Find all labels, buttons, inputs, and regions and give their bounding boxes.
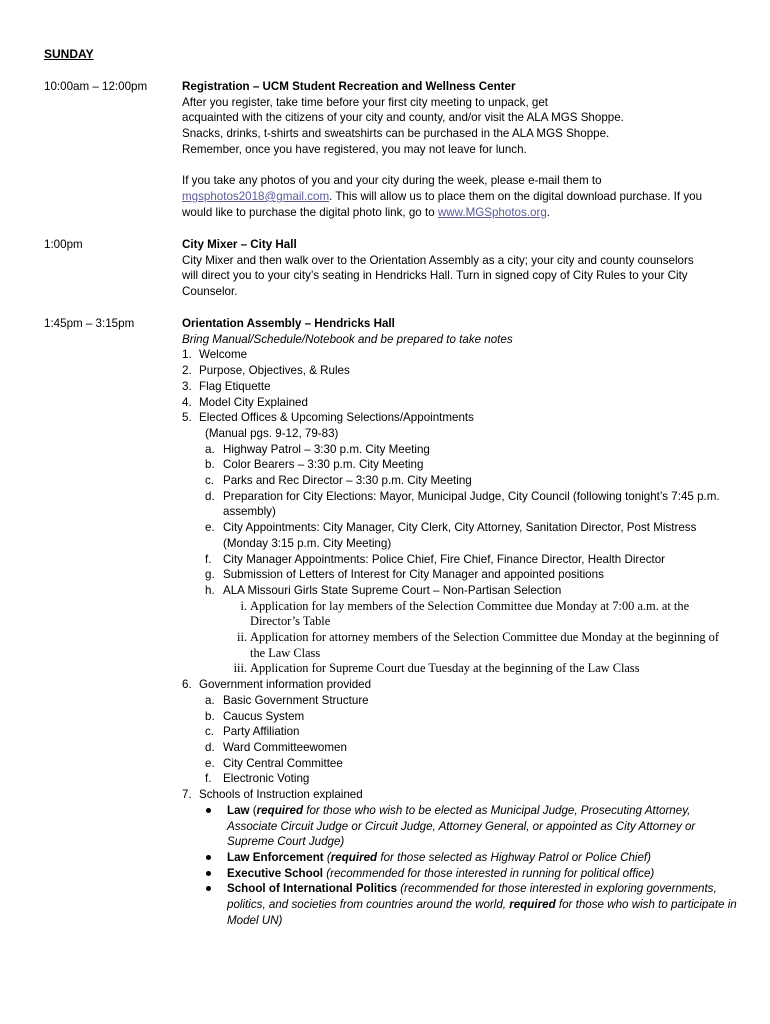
sub-label: b. xyxy=(205,709,215,723)
sub-item xyxy=(182,520,737,551)
photos-line xyxy=(182,189,737,205)
sub-label: a. xyxy=(205,442,215,456)
manual-pages: (Manual pgs. 9-12, 79-83) xyxy=(205,426,339,440)
photos-email-link[interactable]: mgsphotos2018@gmail.com xyxy=(182,189,330,203)
sub-text: Basic Government Structure xyxy=(223,693,369,707)
photos-website-link[interactable]: www.MGSphotos.org xyxy=(437,205,547,219)
sub-text: City Appointments: City Manager, City Clerk, City Attorney, Sanitation Director, Post Mistress (Monday 3:15 p.m. City Meeting) xyxy=(223,521,697,550)
item-text: Government information provided xyxy=(199,678,372,692)
sub-item xyxy=(182,724,737,740)
item-text: Welcome xyxy=(199,348,248,362)
school-international-politics xyxy=(182,881,737,928)
roman-label: iii. xyxy=(233,661,247,676)
orientation-subheading: Bring Manual/Schedule/Notebook and be prepared to take notes xyxy=(182,332,513,346)
sub-item xyxy=(182,583,737,599)
school-text: ( xyxy=(249,803,257,817)
registration-line: Snacks, drinks, t-shirts and sweatshirts can be purchased in the ALA MGS Shoppe. xyxy=(182,127,610,141)
roman-item xyxy=(182,599,737,630)
item-number: 6. xyxy=(182,678,192,692)
item-text: Elected Offices & Upcoming Selections/Appointments xyxy=(199,411,474,425)
school-law xyxy=(182,803,737,850)
agenda-item xyxy=(182,363,737,379)
school-executive xyxy=(182,866,737,882)
sub-text: Color Bearers – 3:30 p.m. City Meeting xyxy=(223,458,424,472)
mixer-time: 1:00pm xyxy=(44,238,83,251)
school-text: for those selected as Highway Patrol or Police Chief) xyxy=(377,850,651,864)
sub-text: City Manager Appointments: Police Chief, Fire Chief, Finance Director, Health Director xyxy=(223,552,666,566)
school-law-enforcement xyxy=(182,850,737,866)
registration-time: 10:00am – 12:00pm xyxy=(44,80,148,93)
photos-line xyxy=(182,205,737,221)
sub-text: Electronic Voting xyxy=(223,772,310,786)
school-text: for those who wish to participate in Model UN) xyxy=(227,898,737,927)
item-number: 2. xyxy=(182,364,192,378)
agenda-item xyxy=(182,395,737,411)
sub-item xyxy=(182,442,737,458)
bullet-icon xyxy=(206,855,211,860)
agenda-item xyxy=(182,410,737,426)
mixer-heading: City Mixer – City Hall xyxy=(182,238,297,251)
photos-text: would like to purchase the digital photo link, go to xyxy=(182,205,438,219)
roman-item xyxy=(182,630,737,661)
sub-text: Party Affiliation xyxy=(223,725,300,739)
item-number: 3. xyxy=(182,379,192,393)
registration-content xyxy=(182,79,737,220)
photos-line: If you take any photos of you and your city during the week, please e-mail them to xyxy=(182,174,602,188)
school-text: (recommended for those interested in exploring governments, politics, and societies from countries around the world, xyxy=(227,882,717,912)
sub-item xyxy=(182,552,737,568)
day-title: SUNDAY xyxy=(44,47,94,61)
sub-item xyxy=(182,771,737,787)
mixer-line: will direct you to your city’s seating in Hendricks Hall. Turn in signed copy of City Rules to your City xyxy=(182,269,688,283)
school-required: required xyxy=(330,850,378,864)
school-name: Law Enforcement xyxy=(227,850,324,864)
roman-text: Application for attorney members of the Selection Committee due Monday at the beginning of the Law Class xyxy=(250,630,720,660)
sub-item xyxy=(182,473,737,489)
school-name: School of International Politics xyxy=(227,882,398,896)
sub-text: Submission of Letters of Interest for City Manager and appointed positions xyxy=(223,568,604,582)
sub-item xyxy=(182,756,737,772)
item-text: Schools of Instruction explained xyxy=(199,788,363,802)
sub-item xyxy=(182,489,737,520)
school-required: required xyxy=(509,898,556,912)
item-text: Model City Explained xyxy=(199,395,308,409)
agenda-item xyxy=(182,347,737,363)
school-name: Law xyxy=(227,803,250,817)
item-number: 7. xyxy=(182,788,192,802)
item-number: 5. xyxy=(182,411,192,425)
item-text: Purpose, Objectives, & Rules xyxy=(199,364,350,378)
roman-label: i. xyxy=(240,598,247,613)
school-text: for those who wish to be elected as Municipal Judge, Prosecuting Attorney, Associate Circuit Judge or Circuit Judge, Attorney General, or appointed as City Attorney or Supreme Court Judge) xyxy=(227,803,696,849)
sub-label: d. xyxy=(205,489,215,503)
sub-label: c. xyxy=(205,474,215,488)
sub-label: c. xyxy=(205,725,215,739)
sub-label: b. xyxy=(205,458,215,472)
roman-item xyxy=(182,661,737,677)
sub-label: f. xyxy=(205,772,212,786)
registration-line: Remember, once you have registered, you may not leave for lunch. xyxy=(182,142,527,156)
mixer-line: City Mixer and then walk over to the Orientation Assembly as a city; your city and county counselors xyxy=(182,253,694,267)
sub-item xyxy=(182,693,737,709)
sub-label: e. xyxy=(205,756,215,770)
mixer-line: Counselor. xyxy=(182,285,238,299)
sub-text: ALA Missouri Girls State Supreme Court – Non-Partisan Selection xyxy=(223,583,562,597)
agenda-item xyxy=(182,677,737,693)
registration-heading: Registration – UCM Student Recreation and Wellness Center xyxy=(182,80,516,93)
sub-item xyxy=(182,567,737,583)
school-required: required xyxy=(256,803,304,817)
sub-text: Ward Committeewomen xyxy=(223,740,347,754)
mixer-content xyxy=(182,237,737,300)
bullet-icon xyxy=(206,886,211,891)
orientation-heading: Orientation Assembly – Hendricks Hall xyxy=(182,317,395,330)
roman-label: ii. xyxy=(237,630,247,645)
sub-label: e. xyxy=(205,521,215,535)
bullet-icon xyxy=(206,808,211,813)
orientation-content xyxy=(182,316,737,928)
school-name: Executive School xyxy=(227,866,324,880)
sub-item xyxy=(182,709,737,725)
sub-item xyxy=(182,457,737,473)
photos-text: . xyxy=(546,205,551,219)
school-text: ( xyxy=(323,850,331,864)
bullet-icon xyxy=(206,871,211,876)
sub-label: h. xyxy=(205,583,215,597)
item-number: 4. xyxy=(182,395,192,409)
sub-item xyxy=(182,740,737,756)
photos-text: . This will allow us to place them on the digital download purchase. If you xyxy=(329,189,703,203)
item-text: Flag Etiquette xyxy=(199,379,271,393)
sub-label: f. xyxy=(205,552,212,566)
sub-text: Parks and Rec Director – 3:30 p.m. City Meeting xyxy=(223,474,472,488)
agenda-item xyxy=(182,379,737,395)
roman-text: Application for lay members of the Selection Committee due Monday at 7:00 a.m. at the Director’s Table xyxy=(250,598,690,629)
sub-label: d. xyxy=(205,740,215,754)
school-text: (recommended for those interested in running for political office) xyxy=(323,866,655,880)
item-number: 1. xyxy=(182,348,192,362)
sub-text: Highway Patrol – 3:30 p.m. City Meeting xyxy=(223,442,430,456)
sub-text: City Central Committee xyxy=(223,756,343,770)
orientation-time: 1:45pm – 3:15pm xyxy=(44,317,135,330)
sub-label: a. xyxy=(205,693,215,707)
registration-line: After you register, take time before your first city meeting to unpack, get xyxy=(182,95,549,109)
registration-line: acquainted with the citizens of your city and county, and/or visit the ALA MGS Shoppe. xyxy=(182,111,624,125)
sub-text: Caucus System xyxy=(223,709,305,723)
sub-label: g. xyxy=(205,568,215,582)
agenda-item xyxy=(182,787,737,803)
sub-text: Preparation for City Elections: Mayor, Municipal Judge, City Council (following tonight’s 7:45 p.m. assembly) xyxy=(223,489,720,519)
roman-text: Application for Supreme Court due Tuesday at the beginning of the Law Class xyxy=(250,661,640,676)
